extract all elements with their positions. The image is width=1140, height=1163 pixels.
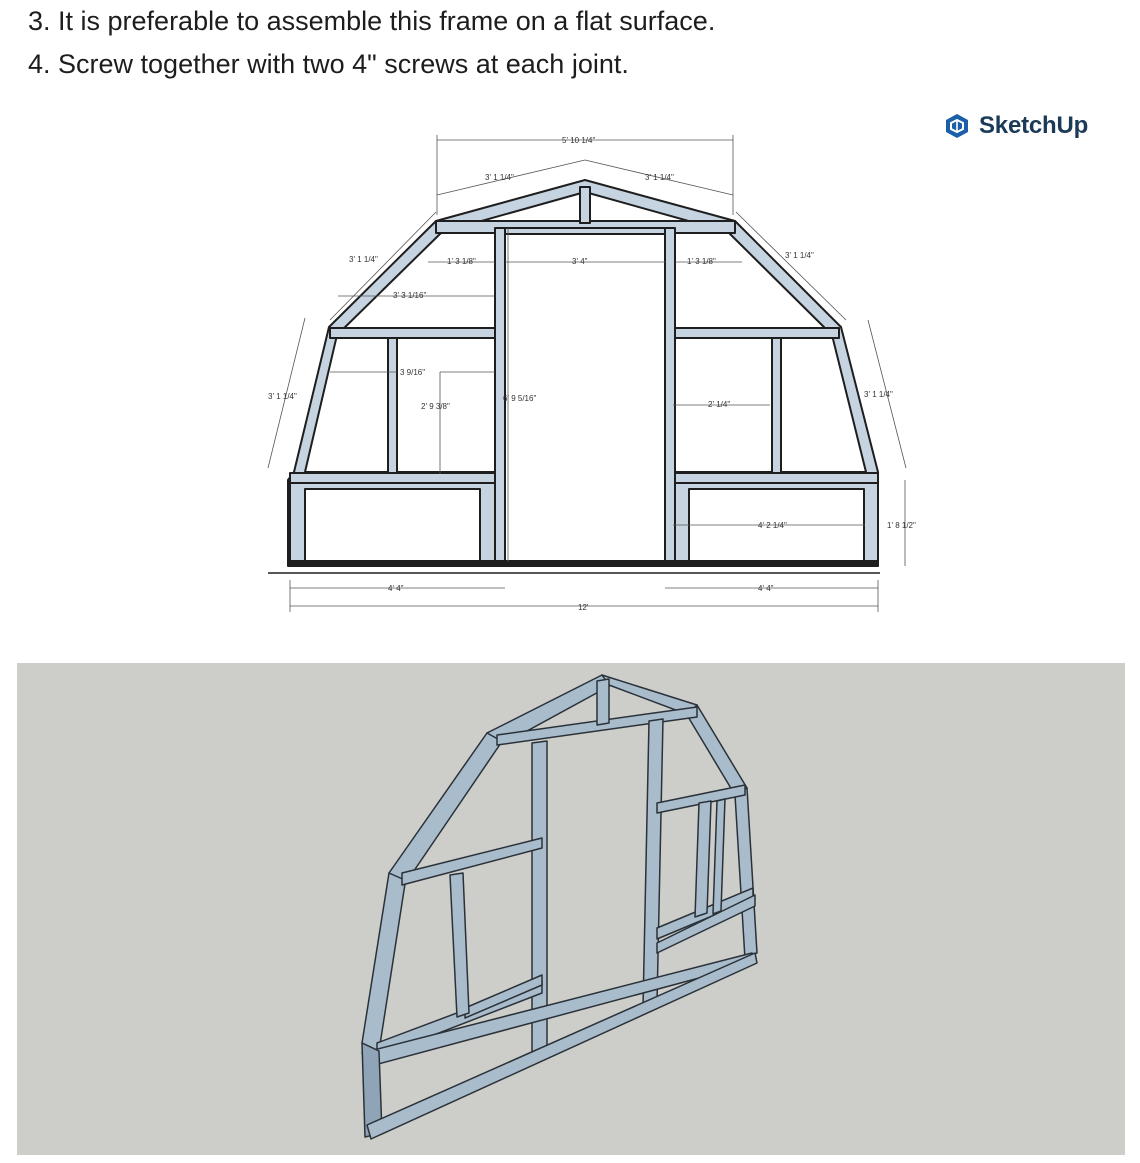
right-mullion-3d: [695, 801, 711, 917]
dim-upper-right-side: 3' 1 1/4": [785, 251, 814, 260]
king-post-3d: [597, 679, 609, 725]
door-right-stud-3d: [643, 719, 663, 1007]
dim-upper-left-side: 3' 1 1/4": [349, 255, 378, 264]
left-mullion-3d: [450, 873, 469, 1017]
instruction-step-4: 4. Screw together with two 4" screws at each joint.: [28, 49, 629, 79]
dim-total-width: 12': [578, 603, 589, 612]
left-lower-post: [362, 871, 407, 1051]
bottom-plate: [288, 561, 878, 566]
right-upper-post: [687, 705, 747, 795]
dim-lower-left-side: 3' 1 1/4": [268, 392, 297, 401]
frame-3d-model: [17, 663, 1125, 1155]
dim-left-cross: 3' 3 1/16": [393, 291, 427, 300]
dim-right-base-width: 4' 2 1/4": [758, 521, 787, 530]
left-mid-rail: [290, 473, 495, 483]
dim-mullion-gap: 3 9/16": [400, 368, 426, 377]
right-mullion: [772, 338, 781, 474]
dim-top-width: 5' 10 1/4": [562, 136, 596, 145]
dim-roof-left: 3' 1 1/4": [485, 173, 514, 182]
king-post: [580, 187, 590, 223]
dim-left-header: 1' 3 1/8": [447, 257, 476, 266]
left-mullion: [388, 338, 397, 474]
right-upper-cross: [673, 328, 839, 338]
left-upper-cross: [330, 328, 498, 338]
right-mid-rail: [675, 473, 878, 483]
dim-right-bottom: 4' 4": [758, 584, 774, 593]
dim-right-window-width: 2' 1/4": [708, 400, 731, 409]
dim-roof-right: 3' 1 1/4": [645, 173, 674, 182]
frame-3d-render: [17, 663, 1125, 1155]
door-right-stud: [665, 228, 675, 565]
dim-base-height: 1' 8 1/2": [887, 521, 916, 530]
left-base-opening: [305, 489, 480, 561]
right-lower-post: [735, 788, 757, 959]
brand-name: SketchUp: [979, 112, 1089, 139]
dim-right-header: 1' 3 1/8": [687, 257, 716, 266]
dim-left-window-height: 2' 9 3/8": [421, 402, 450, 411]
dim-door-width: 3' 4": [572, 257, 588, 266]
right-mullion-b-3d: [713, 799, 725, 914]
dim-door-height: 6' 9 5/16": [503, 394, 537, 403]
dim-left-bottom: 4' 4": [388, 584, 404, 593]
dim-lower-right-side: 3' 1 1/4": [864, 390, 893, 399]
instruction-step-3: 3. It is preferable to assemble this frame on a flat surface.: [28, 6, 716, 36]
